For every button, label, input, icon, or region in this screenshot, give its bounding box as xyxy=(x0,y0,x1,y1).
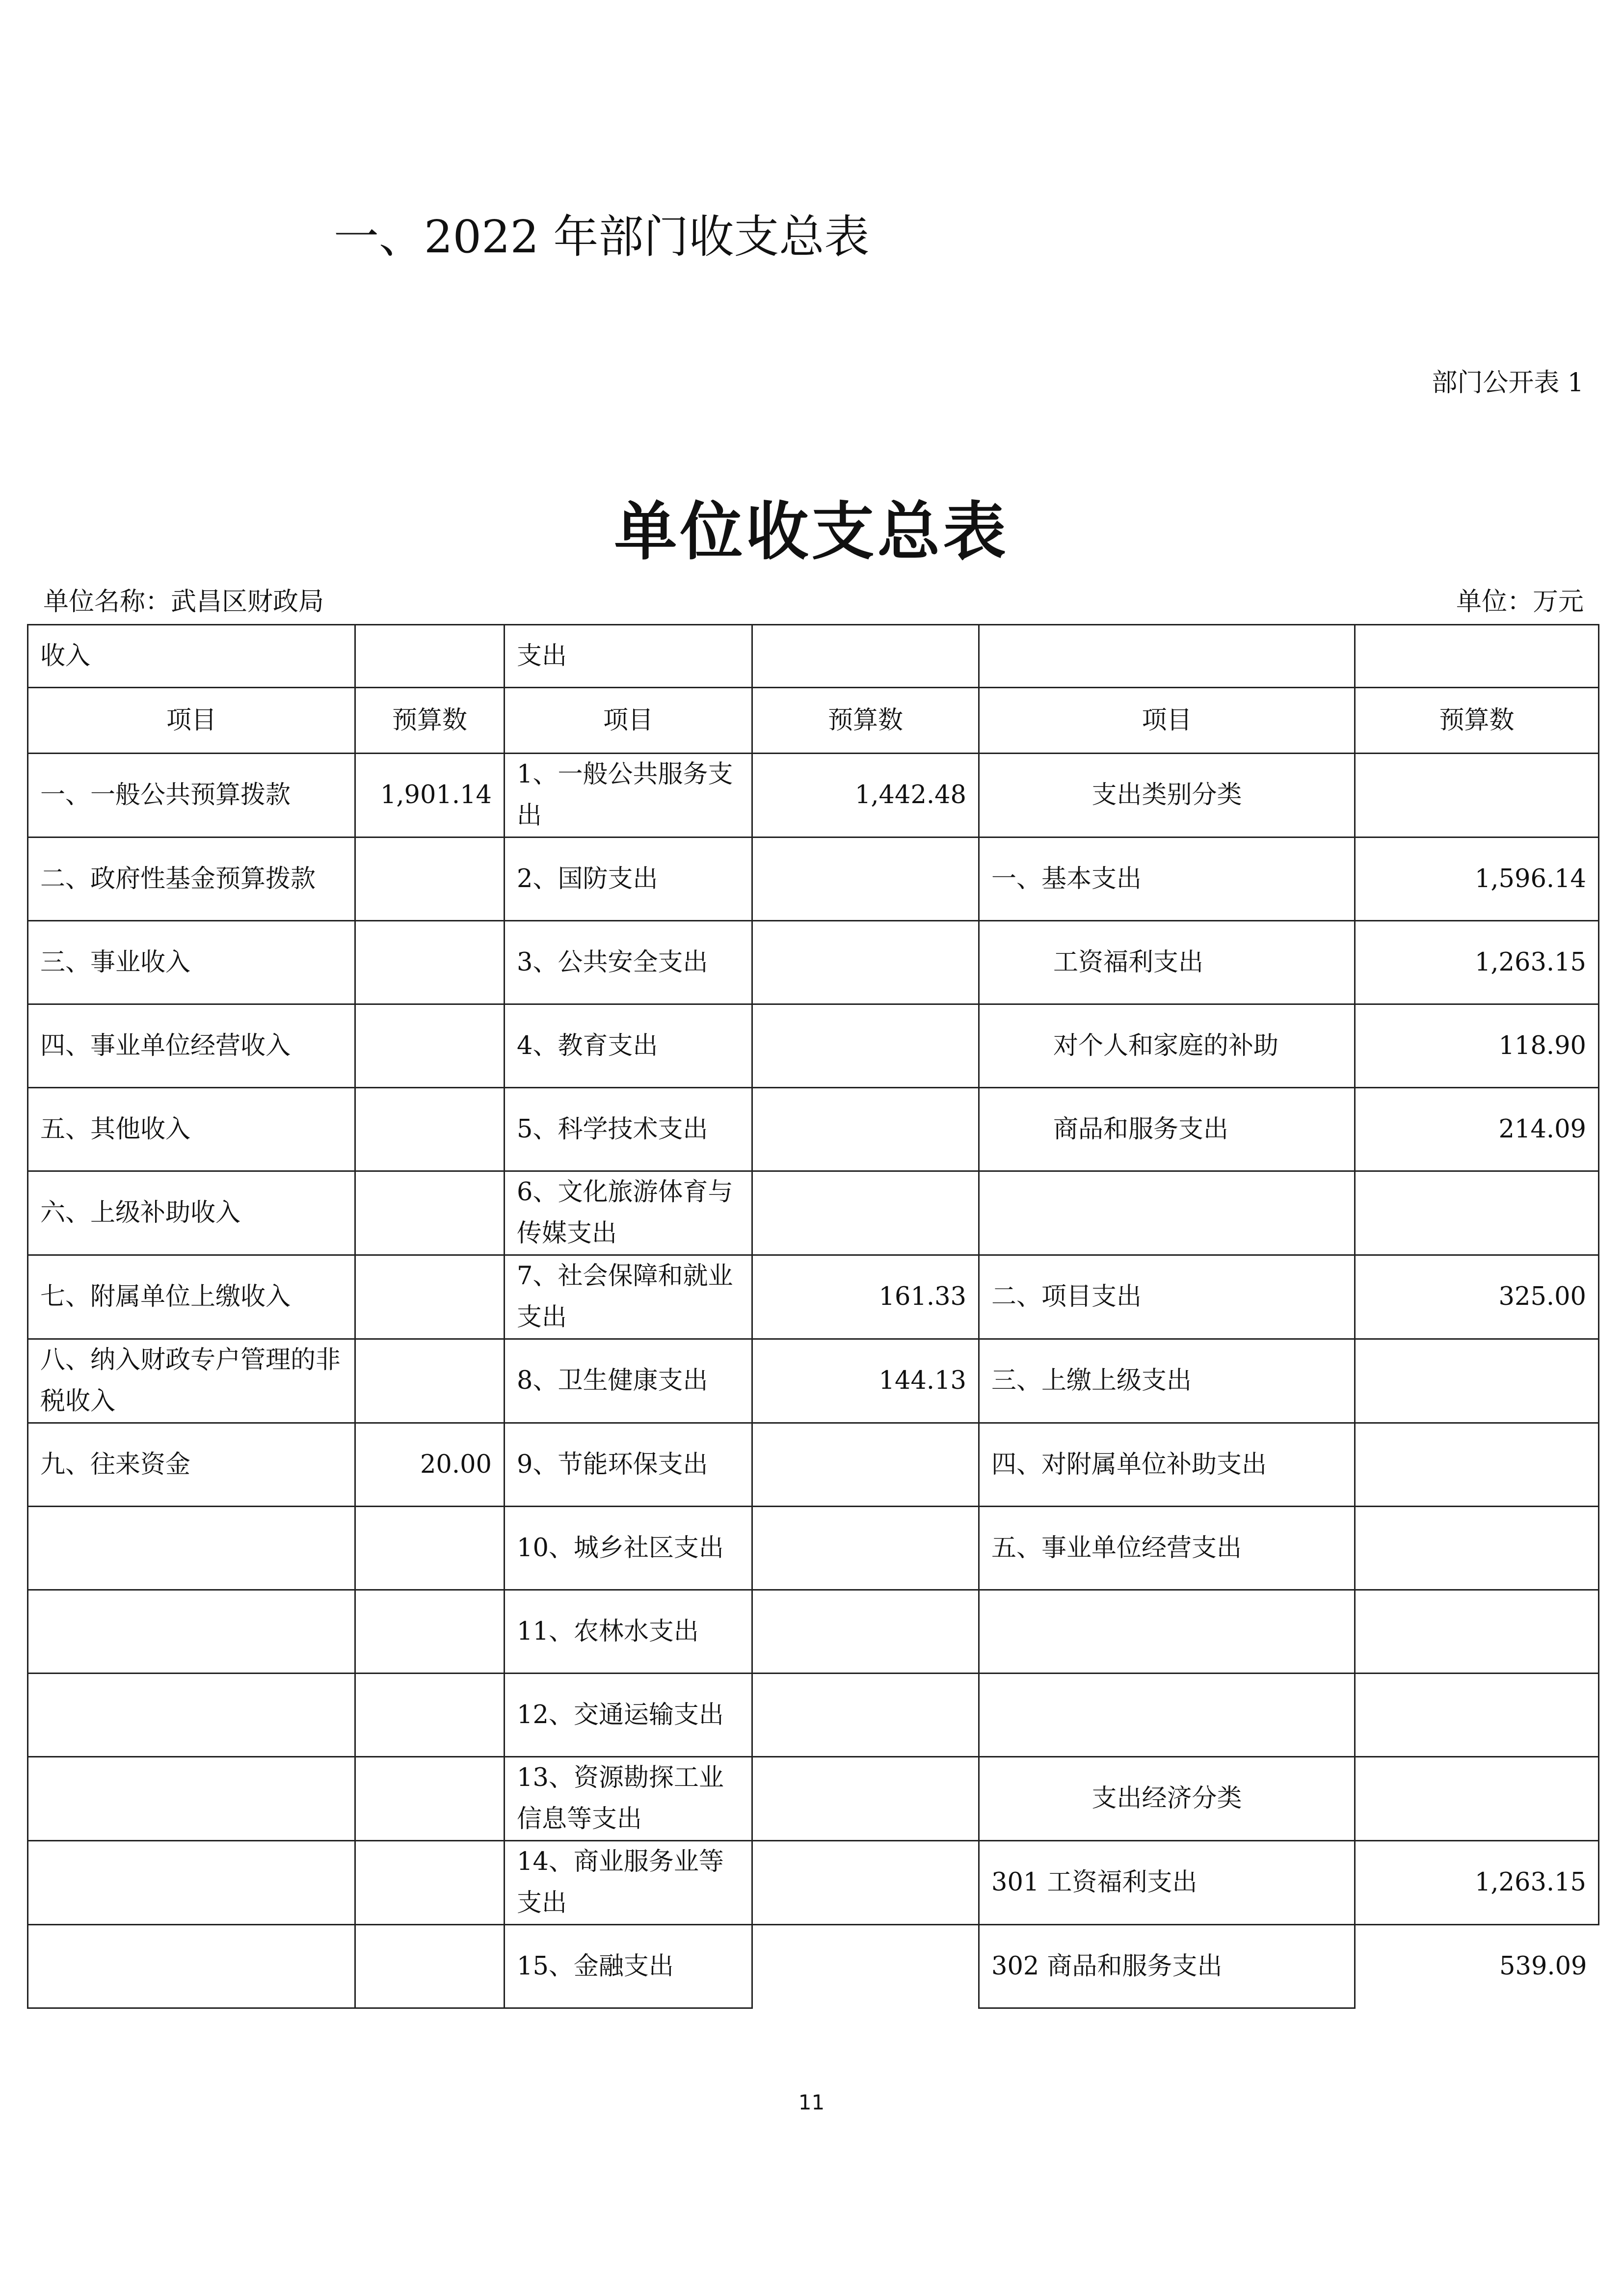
expense-item: 12、交通运输支出 xyxy=(505,1674,752,1757)
income-amount xyxy=(355,1255,505,1339)
income-item: 五、其他收入 xyxy=(28,1088,355,1171)
income-item: 二、政府性基金预算拨款 xyxy=(28,837,355,921)
table-row xyxy=(28,1171,1599,1255)
category-amount xyxy=(1355,1507,1599,1590)
income-item: 七、附属单位上缴收入 xyxy=(28,1255,355,1339)
table-group-header-row xyxy=(28,625,1599,688)
expense-item: 10、城乡社区支出 xyxy=(505,1507,752,1590)
income-item: 三、事业收入 xyxy=(28,921,355,1004)
expense-amount xyxy=(752,1841,979,1925)
income-item xyxy=(28,1757,355,1841)
category-item: 商品和服务支出 xyxy=(979,1088,1355,1171)
expense-amount: 144.13 xyxy=(752,1339,979,1423)
category-item: 工资福利支出 xyxy=(979,921,1355,1004)
expense-item: 8、卫生健康支出 xyxy=(505,1339,752,1423)
expense-amount xyxy=(752,837,979,921)
empty-cell xyxy=(979,625,1355,688)
category-amount xyxy=(1355,1674,1599,1757)
income-item xyxy=(28,1674,355,1757)
category-amount xyxy=(1355,1590,1599,1674)
category-amount xyxy=(1355,1757,1599,1841)
income-amount xyxy=(355,1171,505,1255)
category-amount: 1,596.14 xyxy=(1355,837,1599,921)
income-item xyxy=(28,1590,355,1674)
income-amount xyxy=(355,837,505,921)
category-amount xyxy=(1355,1423,1599,1507)
expense-amount xyxy=(752,1423,979,1507)
category-item xyxy=(979,1171,1355,1255)
expense-item: 5、科学技术支出 xyxy=(505,1088,752,1171)
expense-budget-header: 预算数 xyxy=(752,688,979,754)
unit-name: 单位名称：武昌区财政局 xyxy=(43,587,324,617)
table-row xyxy=(28,1507,1599,1590)
category-amount: 1,263.15 xyxy=(1355,1841,1599,1925)
income-item-header: 项目 xyxy=(28,688,355,754)
expense-item: 3、公共安全支出 xyxy=(505,921,752,1004)
income-amount xyxy=(355,1674,505,1757)
table-row xyxy=(28,1004,1599,1088)
category-amount: 118.90 xyxy=(1355,1004,1599,1088)
category-section-heading: 支出类别分类 xyxy=(979,754,1355,837)
income-amount xyxy=(355,1841,505,1925)
income-item xyxy=(28,1841,355,1925)
table-row xyxy=(28,1757,1599,1841)
table-row xyxy=(28,1925,1599,2008)
income-amount xyxy=(355,1004,505,1088)
category-budget-header: 预算数 xyxy=(1355,688,1599,754)
table-title: 单位收支总表 xyxy=(614,495,1009,568)
empty-cell xyxy=(355,625,505,688)
expense-amount xyxy=(752,1004,979,1088)
income-budget-header: 预算数 xyxy=(355,688,505,754)
category-item: 四、对附属单位补助支出 xyxy=(979,1423,1355,1507)
income-item: 八、纳入财政专户管理的非税收入 xyxy=(28,1339,355,1423)
expense-item: 14、商业服务业等支出 xyxy=(505,1841,752,1925)
category-item: 302 商品和服务支出 xyxy=(979,1925,1355,2008)
expense-item: 13、资源勘探工业信息等支出 xyxy=(505,1757,752,1841)
category-item: 五、事业单位经营支出 xyxy=(979,1507,1355,1590)
table-row xyxy=(28,1423,1599,1507)
expense-item: 1、一般公共服务支出 xyxy=(505,754,752,837)
table-row xyxy=(28,1674,1599,1757)
income-amount: 20.00 xyxy=(355,1423,505,1507)
category-item: 三、上缴上级支出 xyxy=(979,1339,1355,1423)
expense-amount xyxy=(752,1088,979,1171)
income-amount: 1,901.14 xyxy=(355,754,505,837)
category-item: 对个人和家庭的补助 xyxy=(979,1004,1355,1088)
expense-amount xyxy=(752,1674,979,1757)
expense-item-header: 项目 xyxy=(505,688,752,754)
table-number: 部门公开表 1 xyxy=(1432,368,1584,398)
category-item: 二、项目支出 xyxy=(979,1255,1355,1339)
expense-amount: 1,442.48 xyxy=(752,754,979,837)
category-item xyxy=(979,1590,1355,1674)
expense-group-header: 支出 xyxy=(505,625,752,688)
category-amount xyxy=(1355,754,1599,837)
income-group-header: 收入 xyxy=(28,625,355,688)
category-amount: 1,263.15 xyxy=(1355,921,1599,1004)
table-row xyxy=(28,1339,1599,1423)
category-amount xyxy=(1355,1339,1599,1423)
table-row xyxy=(28,1590,1599,1674)
income-amount xyxy=(355,1925,505,2008)
currency-unit: 单位：万元 xyxy=(1456,587,1584,617)
table-row xyxy=(28,1088,1599,1171)
category-item: 301 工资福利支出 xyxy=(979,1841,1355,1925)
expense-item: 15、金融支出 xyxy=(505,1925,752,2008)
table-column-header-row xyxy=(28,688,1599,754)
income-amount xyxy=(355,1757,505,1841)
expense-item: 11、农林水支出 xyxy=(505,1590,752,1674)
expense-amount xyxy=(752,1507,979,1590)
expense-item: 4、教育支出 xyxy=(505,1004,752,1088)
table-row xyxy=(28,921,1599,1004)
income-amount xyxy=(355,1088,505,1171)
expense-item: 6、文化旅游体育与传媒支出 xyxy=(505,1171,752,1255)
income-item xyxy=(28,1507,355,1590)
expense-item: 7、社会保障和就业支出 xyxy=(505,1255,752,1339)
income-amount xyxy=(355,1507,505,1590)
category-amount: 325.00 xyxy=(1355,1255,1599,1339)
category-item: 一、基本支出 xyxy=(979,837,1355,921)
expense-item: 9、节能环保支出 xyxy=(505,1423,752,1507)
expense-amount: 161.33 xyxy=(752,1255,979,1339)
category-section-heading: 支出经济分类 xyxy=(979,1757,1355,1841)
expense-item: 2、国防支出 xyxy=(505,837,752,921)
income-amount xyxy=(355,1590,505,1674)
category-item-header: 项目 xyxy=(979,688,1355,754)
income-amount xyxy=(355,1339,505,1423)
category-amount: 214.09 xyxy=(1355,1088,1599,1171)
budget-summary-table xyxy=(27,624,1599,2009)
income-item: 一、一般公共预算拨款 xyxy=(28,754,355,837)
empty-cell xyxy=(1355,625,1599,688)
table-row xyxy=(28,1255,1599,1339)
category-item xyxy=(979,1674,1355,1757)
expense-amount xyxy=(752,921,979,1004)
section-title: 一、2022 年部门收支总表 xyxy=(334,211,870,263)
empty-cell xyxy=(752,625,979,688)
income-item xyxy=(28,1925,355,2008)
table-row xyxy=(28,1841,1599,1925)
expense-amount xyxy=(752,1757,979,1841)
table-row xyxy=(28,754,1599,837)
category-amount: 539.09 xyxy=(1355,1925,1599,2008)
page-number: 11 xyxy=(798,2090,825,2114)
income-item: 六、上级补助收入 xyxy=(28,1171,355,1255)
expense-amount xyxy=(752,1590,979,1674)
income-amount xyxy=(355,921,505,1004)
expense-amount xyxy=(752,1171,979,1255)
income-item: 四、事业单位经营收入 xyxy=(28,1004,355,1088)
income-item: 九、往来资金 xyxy=(28,1423,355,1507)
category-amount xyxy=(1355,1171,1599,1255)
table-row xyxy=(28,837,1599,921)
expense-amount xyxy=(752,1925,979,2008)
